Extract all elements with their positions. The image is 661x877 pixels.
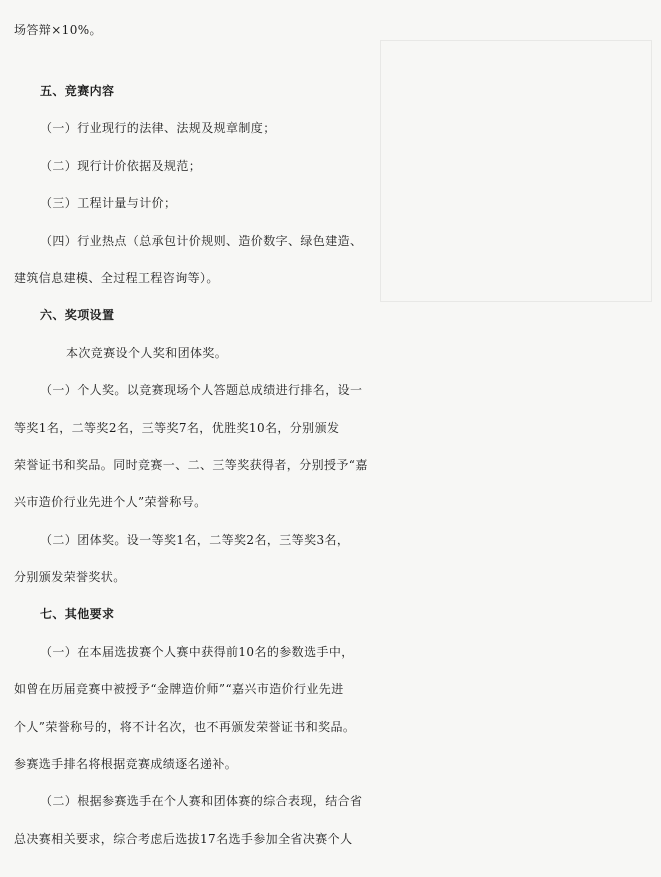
text-line: 总决赛相关要求，综合考虑后选拔17名选手参加全省决赛个人 bbox=[14, 832, 353, 846]
text-line: 建筑信息建模、全过程工程咨询等）。 bbox=[14, 271, 219, 285]
text-line: 等奖1名，二等奖2名，三等奖7名，优胜奖10名，分别颁发 bbox=[14, 421, 340, 435]
text-line: 场答辩×10%。 bbox=[14, 23, 102, 37]
text-line: （三）工程计量与计价； bbox=[40, 196, 177, 210]
text-line: 如曾在历届竞赛中被授予“金牌造价师”“嘉兴市造价行业先进 bbox=[14, 682, 344, 696]
text-line: （二）根据参赛选手在个人赛和团体赛的综合表现，结合省 bbox=[40, 794, 363, 808]
text-line: （一）在本届选拔赛个人赛中获得前10名的参数选手中， bbox=[40, 645, 354, 659]
text-line: 分别颁发荣誉奖状。 bbox=[14, 570, 126, 584]
text-line: （一）个人奖。以竞赛现场个人答题总成绩进行排名，设一 bbox=[40, 383, 363, 397]
text-line: （二）现行计价依据及规范； bbox=[40, 159, 202, 173]
section-heading: 五、竞赛内容 bbox=[40, 84, 115, 98]
text-line: 个人”荣誉称号的，将不计名次，也不再颁发荣誉证书和奖品。 bbox=[14, 720, 356, 734]
text-line: （一）行业现行的法律、法规及规章制度； bbox=[40, 121, 276, 135]
text-line: 参赛选手排名将根据竞赛成绩逐名递补。 bbox=[14, 757, 238, 771]
text-line: （四）行业热点（总承包计价规则、造价数字、绿色建造、 bbox=[40, 234, 363, 248]
text-line: （二）团体奖。设一等奖1名，二等奖2名，三等奖3名， bbox=[40, 533, 350, 547]
text-line: 本次竞赛设个人奖和团体奖。 bbox=[66, 346, 228, 360]
text-line: 荣誉证书和奖品。同时竞赛一、二、三等奖获得者，分别授予“嘉 bbox=[14, 458, 368, 472]
text-line: 兴市造价行业先进个人”荣誉称号。 bbox=[14, 495, 207, 509]
section-heading: 七、其他要求 bbox=[40, 607, 115, 621]
section-heading: 六、奖项设置 bbox=[40, 308, 115, 322]
